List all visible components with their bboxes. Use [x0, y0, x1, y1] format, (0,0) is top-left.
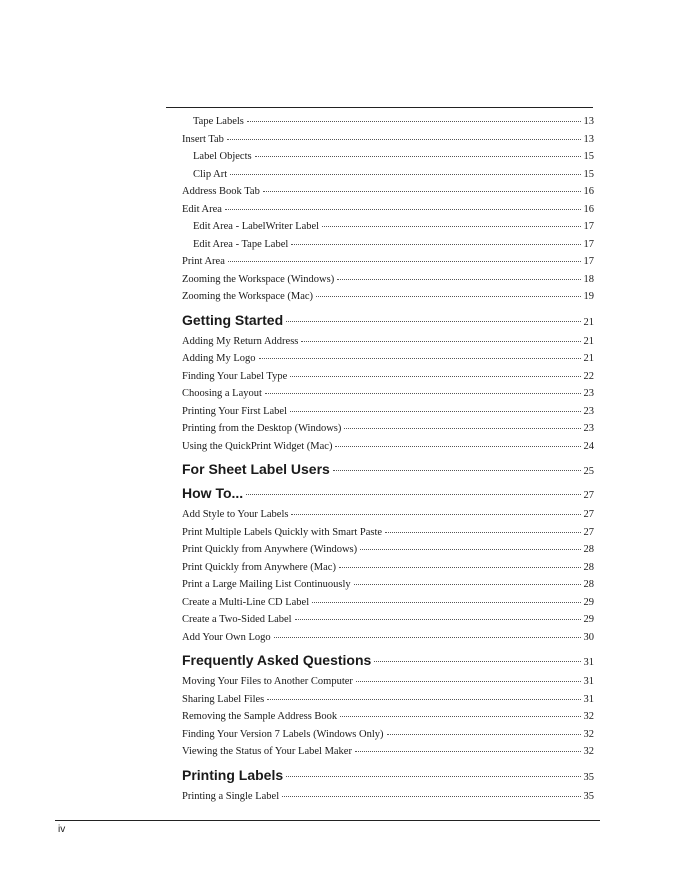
toc-entry[interactable] — [182, 134, 594, 152]
toc-entry-page-number: 17 — [583, 256, 594, 267]
dot-leader — [337, 279, 580, 280]
toc-entry-page-number: 27 — [583, 490, 594, 501]
toc-entry-page-number: 17 — [583, 221, 594, 232]
toc-entry[interactable] — [182, 423, 594, 441]
toc-entry[interactable] — [182, 694, 594, 712]
toc-entry-title: Print Quickly from Anywhere (Windows) — [182, 544, 358, 555]
dot-leader — [263, 191, 581, 192]
toc-entry-title: Print a Large Mailing List Continuously — [182, 579, 351, 590]
toc-entry[interactable] — [182, 239, 594, 257]
dot-leader — [335, 446, 580, 447]
dot-leader — [291, 514, 580, 515]
toc-entry-page-number: 23 — [583, 388, 594, 399]
toc-entry[interactable] — [182, 562, 594, 580]
toc-entry-page-number: 22 — [583, 370, 594, 382]
toc-entry-page-number: 31 — [583, 676, 594, 687]
dot-leader — [355, 751, 581, 752]
toc-entry-title: Print Area — [182, 256, 225, 267]
toc-entry-page-number: 28 — [583, 579, 594, 590]
toc-entry-page-number: 29 — [583, 596, 594, 608]
toc-entry[interactable] — [182, 544, 594, 562]
toc-entry-page-number: 21 — [583, 353, 594, 364]
toc-entry[interactable] — [182, 579, 594, 597]
toc-entry-title: Zooming the Workspace (Mac) — [182, 291, 314, 302]
toc-entry[interactable] — [182, 353, 594, 371]
toc-entry-title: Adding My Return Address — [182, 335, 299, 347]
toc-entry-page-number: 28 — [583, 561, 594, 573]
toc-entry[interactable] — [182, 711, 594, 729]
toc-entry-title: Frequently Asked Questions — [182, 652, 372, 668]
toc-entry-page-number: 32 — [583, 711, 594, 722]
dot-leader — [374, 661, 580, 662]
table-of-contents — [182, 116, 594, 808]
toc-entry-page-number: 13 — [583, 116, 594, 127]
dot-leader — [230, 174, 580, 175]
toc-entry-page-number: 21 — [583, 335, 594, 347]
toc-entry-page-number: 32 — [583, 728, 594, 740]
top-rule — [166, 107, 593, 108]
toc-entry-title: Edit Area - Tape Label — [193, 238, 289, 250]
toc-entry-title: Create a Two-Sided Label — [182, 614, 292, 625]
page-number: iv — [58, 824, 66, 835]
toc-entry-page-number: 15 — [583, 151, 594, 162]
toc-entry-title: Using the QuickPrint Widget (Mac) — [182, 440, 333, 452]
toc-entry-title: Finding Your Version 7 Labels (Windows Only) — [182, 728, 384, 740]
dot-leader — [286, 776, 580, 777]
toc-entry-page-number: 25 — [583, 466, 594, 477]
toc-entry[interactable] — [182, 614, 594, 632]
toc-entry[interactable] — [182, 371, 594, 389]
toc-entry-title: Printing Your First Label — [182, 405, 288, 417]
toc-entry[interactable] — [182, 406, 594, 424]
toc-entry-title: Choosing a Layout — [182, 388, 262, 399]
toc-entry[interactable] — [182, 729, 594, 747]
toc-entry-title: How To... — [182, 485, 244, 501]
toc-entry-page-number: 31 — [583, 657, 594, 668]
toc-entry-title: Label Objects — [193, 151, 252, 162]
dot-leader — [295, 619, 581, 620]
toc-entry[interactable] — [182, 746, 594, 764]
toc-entry-page-number: 21 — [583, 316, 594, 328]
dot-leader — [356, 681, 581, 682]
dot-leader — [255, 156, 581, 157]
toc-entry-title: Tape Labels — [193, 116, 244, 127]
dot-leader — [227, 139, 581, 140]
toc-entry-page-number: 27 — [583, 509, 594, 520]
toc-entry-title: Removing the Sample Address Book — [182, 711, 338, 722]
toc-entry-title: Sharing Label Files — [182, 693, 265, 705]
toc-entry-title: Address Book Tab — [182, 186, 260, 197]
toc-entry[interactable] — [182, 527, 594, 545]
toc-entry[interactable] — [182, 632, 594, 650]
dot-leader — [339, 567, 581, 568]
dot-leader — [228, 261, 581, 262]
dot-leader — [360, 549, 580, 550]
toc-entry[interactable] — [182, 204, 594, 222]
toc-entry-title: Print Multiple Labels Quickly with Smart Paste — [182, 526, 383, 538]
dot-leader — [246, 494, 580, 495]
toc-entry[interactable] — [182, 509, 594, 527]
dot-leader — [301, 341, 580, 342]
toc-chapter-heading[interactable] — [182, 767, 594, 788]
toc-entry[interactable] — [182, 336, 594, 354]
dot-leader — [322, 226, 580, 227]
toc-entry-page-number: 13 — [583, 133, 594, 145]
toc-entry-title: Getting Started — [182, 311, 284, 328]
toc-entry-title: Create a Multi-Line CD Label — [182, 596, 310, 608]
toc-entry-page-number: 35 — [583, 790, 594, 802]
toc-entry[interactable] — [182, 256, 594, 274]
toc-chapter-heading[interactable] — [182, 652, 594, 673]
dot-leader — [286, 321, 580, 322]
dot-leader — [274, 637, 581, 638]
toc-entry-page-number: 16 — [583, 186, 594, 197]
dot-leader — [282, 796, 580, 797]
dot-leader — [316, 296, 580, 297]
dot-leader — [290, 376, 580, 377]
toc-entry[interactable] — [182, 597, 594, 615]
toc-entry-page-number: 31 — [583, 693, 594, 705]
dot-leader — [291, 244, 580, 245]
toc-entry-title: Printing Labels — [182, 766, 284, 783]
dot-leader — [225, 209, 581, 210]
toc-entry-page-number: 27 — [583, 526, 594, 538]
toc-entry[interactable] — [182, 186, 594, 204]
toc-entry-page-number: 28 — [583, 544, 594, 555]
toc-entry-page-number: 18 — [583, 273, 594, 285]
toc-entry-title: Viewing the Status of Your Label Maker — [182, 746, 352, 757]
toc-entry[interactable] — [182, 676, 594, 694]
toc-entry[interactable] — [182, 116, 594, 134]
toc-entry-page-number: 29 — [583, 614, 594, 625]
toc-entry-page-number: 30 — [583, 631, 594, 643]
toc-entry-title: Insert Tab — [182, 133, 224, 145]
toc-entry-page-number: 17 — [583, 238, 594, 250]
dot-leader — [354, 584, 581, 585]
toc-entry-title: Moving Your Files to Another Computer — [182, 676, 353, 687]
toc-chapter-heading[interactable] — [182, 485, 594, 506]
toc-chapter-heading[interactable] — [182, 461, 594, 482]
toc-entry-page-number: 24 — [583, 440, 594, 452]
toc-entry[interactable] — [182, 791, 594, 809]
toc-entry-page-number: 19 — [583, 291, 594, 302]
toc-chapter-heading[interactable] — [182, 312, 594, 333]
toc-entry[interactable] — [182, 274, 594, 292]
dot-leader — [312, 602, 580, 603]
toc-entry[interactable] — [182, 169, 594, 187]
toc-entry-title: Edit Area — [182, 203, 222, 215]
toc-entry-page-number: 15 — [583, 168, 594, 180]
bottom-rule — [55, 820, 600, 821]
dot-leader — [333, 470, 581, 471]
toc-entry[interactable] — [182, 441, 594, 459]
dot-leader — [387, 734, 581, 735]
dot-leader — [344, 428, 580, 429]
toc-entry-title: For Sheet Label Users — [182, 461, 330, 477]
toc-entry[interactable] — [182, 291, 594, 309]
dot-leader — [265, 393, 581, 394]
dot-leader — [267, 699, 580, 700]
dot-leader — [340, 716, 580, 717]
dot-leader — [259, 358, 581, 359]
toc-entry-title: Adding My Logo — [182, 353, 256, 364]
toc-entry-page-number: 35 — [583, 771, 594, 783]
toc-entry[interactable] — [182, 151, 594, 169]
toc-entry-page-number: 23 — [583, 405, 594, 417]
toc-entry-title: Clip Art — [193, 168, 228, 180]
toc-entry-title: Edit Area - LabelWriter Label — [193, 221, 320, 232]
toc-entry-title: Add Style to Your Labels — [182, 509, 289, 520]
toc-entry[interactable] — [182, 221, 594, 239]
toc-entry-title: Finding Your Label Type — [182, 370, 288, 382]
toc-entry-title: Zooming the Workspace (Windows) — [182, 273, 335, 285]
dot-leader — [247, 121, 581, 122]
toc-entry-title: Printing a Single Label — [182, 790, 280, 802]
dot-leader — [385, 532, 580, 533]
toc-entry-title: Add Your Own Logo — [182, 631, 271, 643]
toc-entry[interactable] — [182, 388, 594, 406]
toc-entry-page-number: 16 — [583, 203, 594, 215]
dot-leader — [290, 411, 580, 412]
toc-entry-page-number: 23 — [583, 423, 594, 434]
toc-entry-title: Printing from the Desktop (Windows) — [182, 423, 342, 434]
toc-entry-title: Print Quickly from Anywhere (Mac) — [182, 561, 336, 573]
toc-entry-page-number: 32 — [583, 746, 594, 757]
